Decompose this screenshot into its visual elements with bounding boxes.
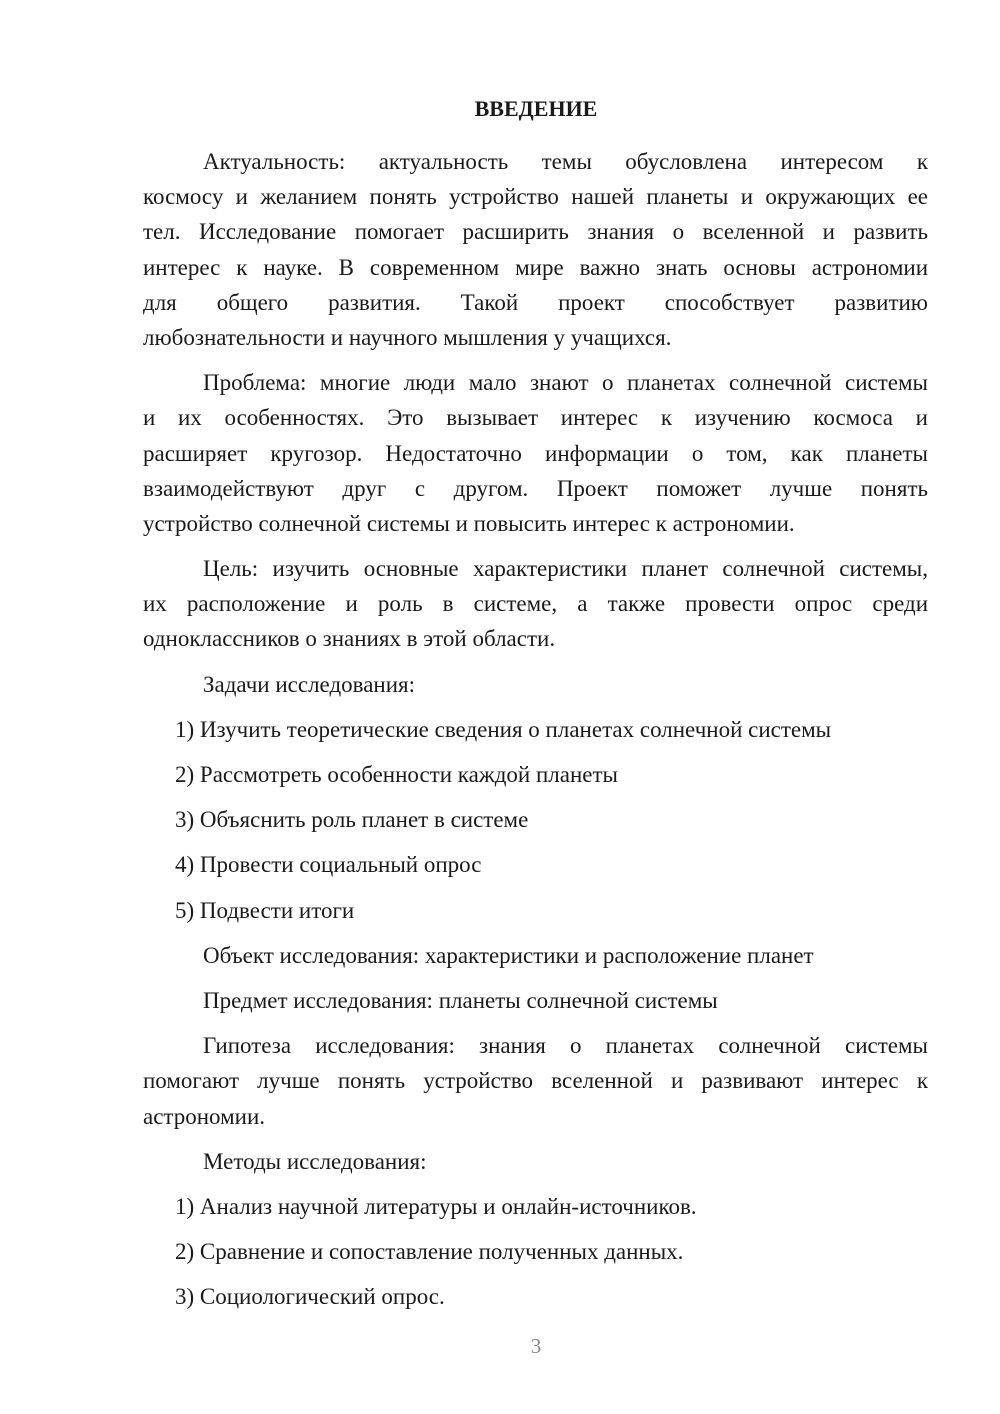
paragraph [143,551,928,657]
paragraph-line: взаимодействуют друг с другом. Проект поможет лучше понять [143,475,928,501]
paragraph-line: Гипотеза исследования: знания о планетах солнечной системы [203,1033,928,1059]
paragraph: Предмет исследования: планеты солнечной системы [203,987,718,1013]
paragraph [143,1028,928,1134]
section-title: ВВЕДЕНИЕ [474,96,598,121]
paragraph: Методы исследования: [203,1148,427,1174]
list-item: 3) Социологический опрос. [175,1284,445,1310]
paragraph [143,144,928,355]
paragraph-line: расширяет кругозор. Недостаточно информации о том, как планеты [143,440,928,466]
list-item: 1) Анализ научной литературы и онлайн-источников. [175,1193,697,1219]
page-number: 3 [530,1334,542,1358]
paragraph-line: помогают лучше понять устройство вселенной и развивают интерес к [143,1068,928,1094]
paragraph: Задачи исследования: [203,671,416,697]
paragraph-line: астрономии. [143,1103,266,1129]
paragraph-line: Актуальность: актуальность темы обусловлена интересом к [203,149,928,174]
paragraph-line: их расположение и роль в системе, а также провести опрос среди [143,591,928,617]
paragraph-line: интерес к науке. В современном мире важно знать основы астрономии [143,254,928,280]
paragraph [143,365,928,541]
paragraph-line: одноклассников о знаниях в этой области. [143,626,556,652]
paragraph-line: для общего развития. Такой проект способствует развитию [143,289,928,315]
list-item: 2) Сравнение и сопоставление полученных данных. [175,1239,684,1265]
paragraph: Объект исследования: характеристики и расположение планет [203,942,814,968]
paragraph-line: Цель: изучить основные характеристики планет солнечной системы, [203,556,928,582]
document-body [143,144,928,1324]
paragraph-line: и их особенностях. Это вызывает интерес к изучению космоса и [143,405,928,431]
list-item: 3) Объяснить роль планет в системе [175,807,529,833]
list-item: 2) Рассмотреть особенности каждой планеты [175,762,619,787]
list-item: 1) Изучить теоретические сведения о планетах солнечной системы [175,716,832,742]
paragraph-line: любознательности и научного мышления у учащихся. [143,324,672,350]
list-item: 5) Подвести итоги [175,897,355,923]
paragraph-line: тел. Исследование помогает расширить знания о вселенной и развить [143,219,928,245]
paragraph-line: устройство солнечной системы и повысить интерес к астрономии. [143,510,795,536]
paragraph-line: космосу и желанием понять устройство нашей планеты и окружающих ее [143,184,928,210]
paragraph-line: Проблема: многие люди мало знают о планетах солнечной системы [203,370,928,396]
list-item: 4) Провести социальный опрос [175,852,482,878]
